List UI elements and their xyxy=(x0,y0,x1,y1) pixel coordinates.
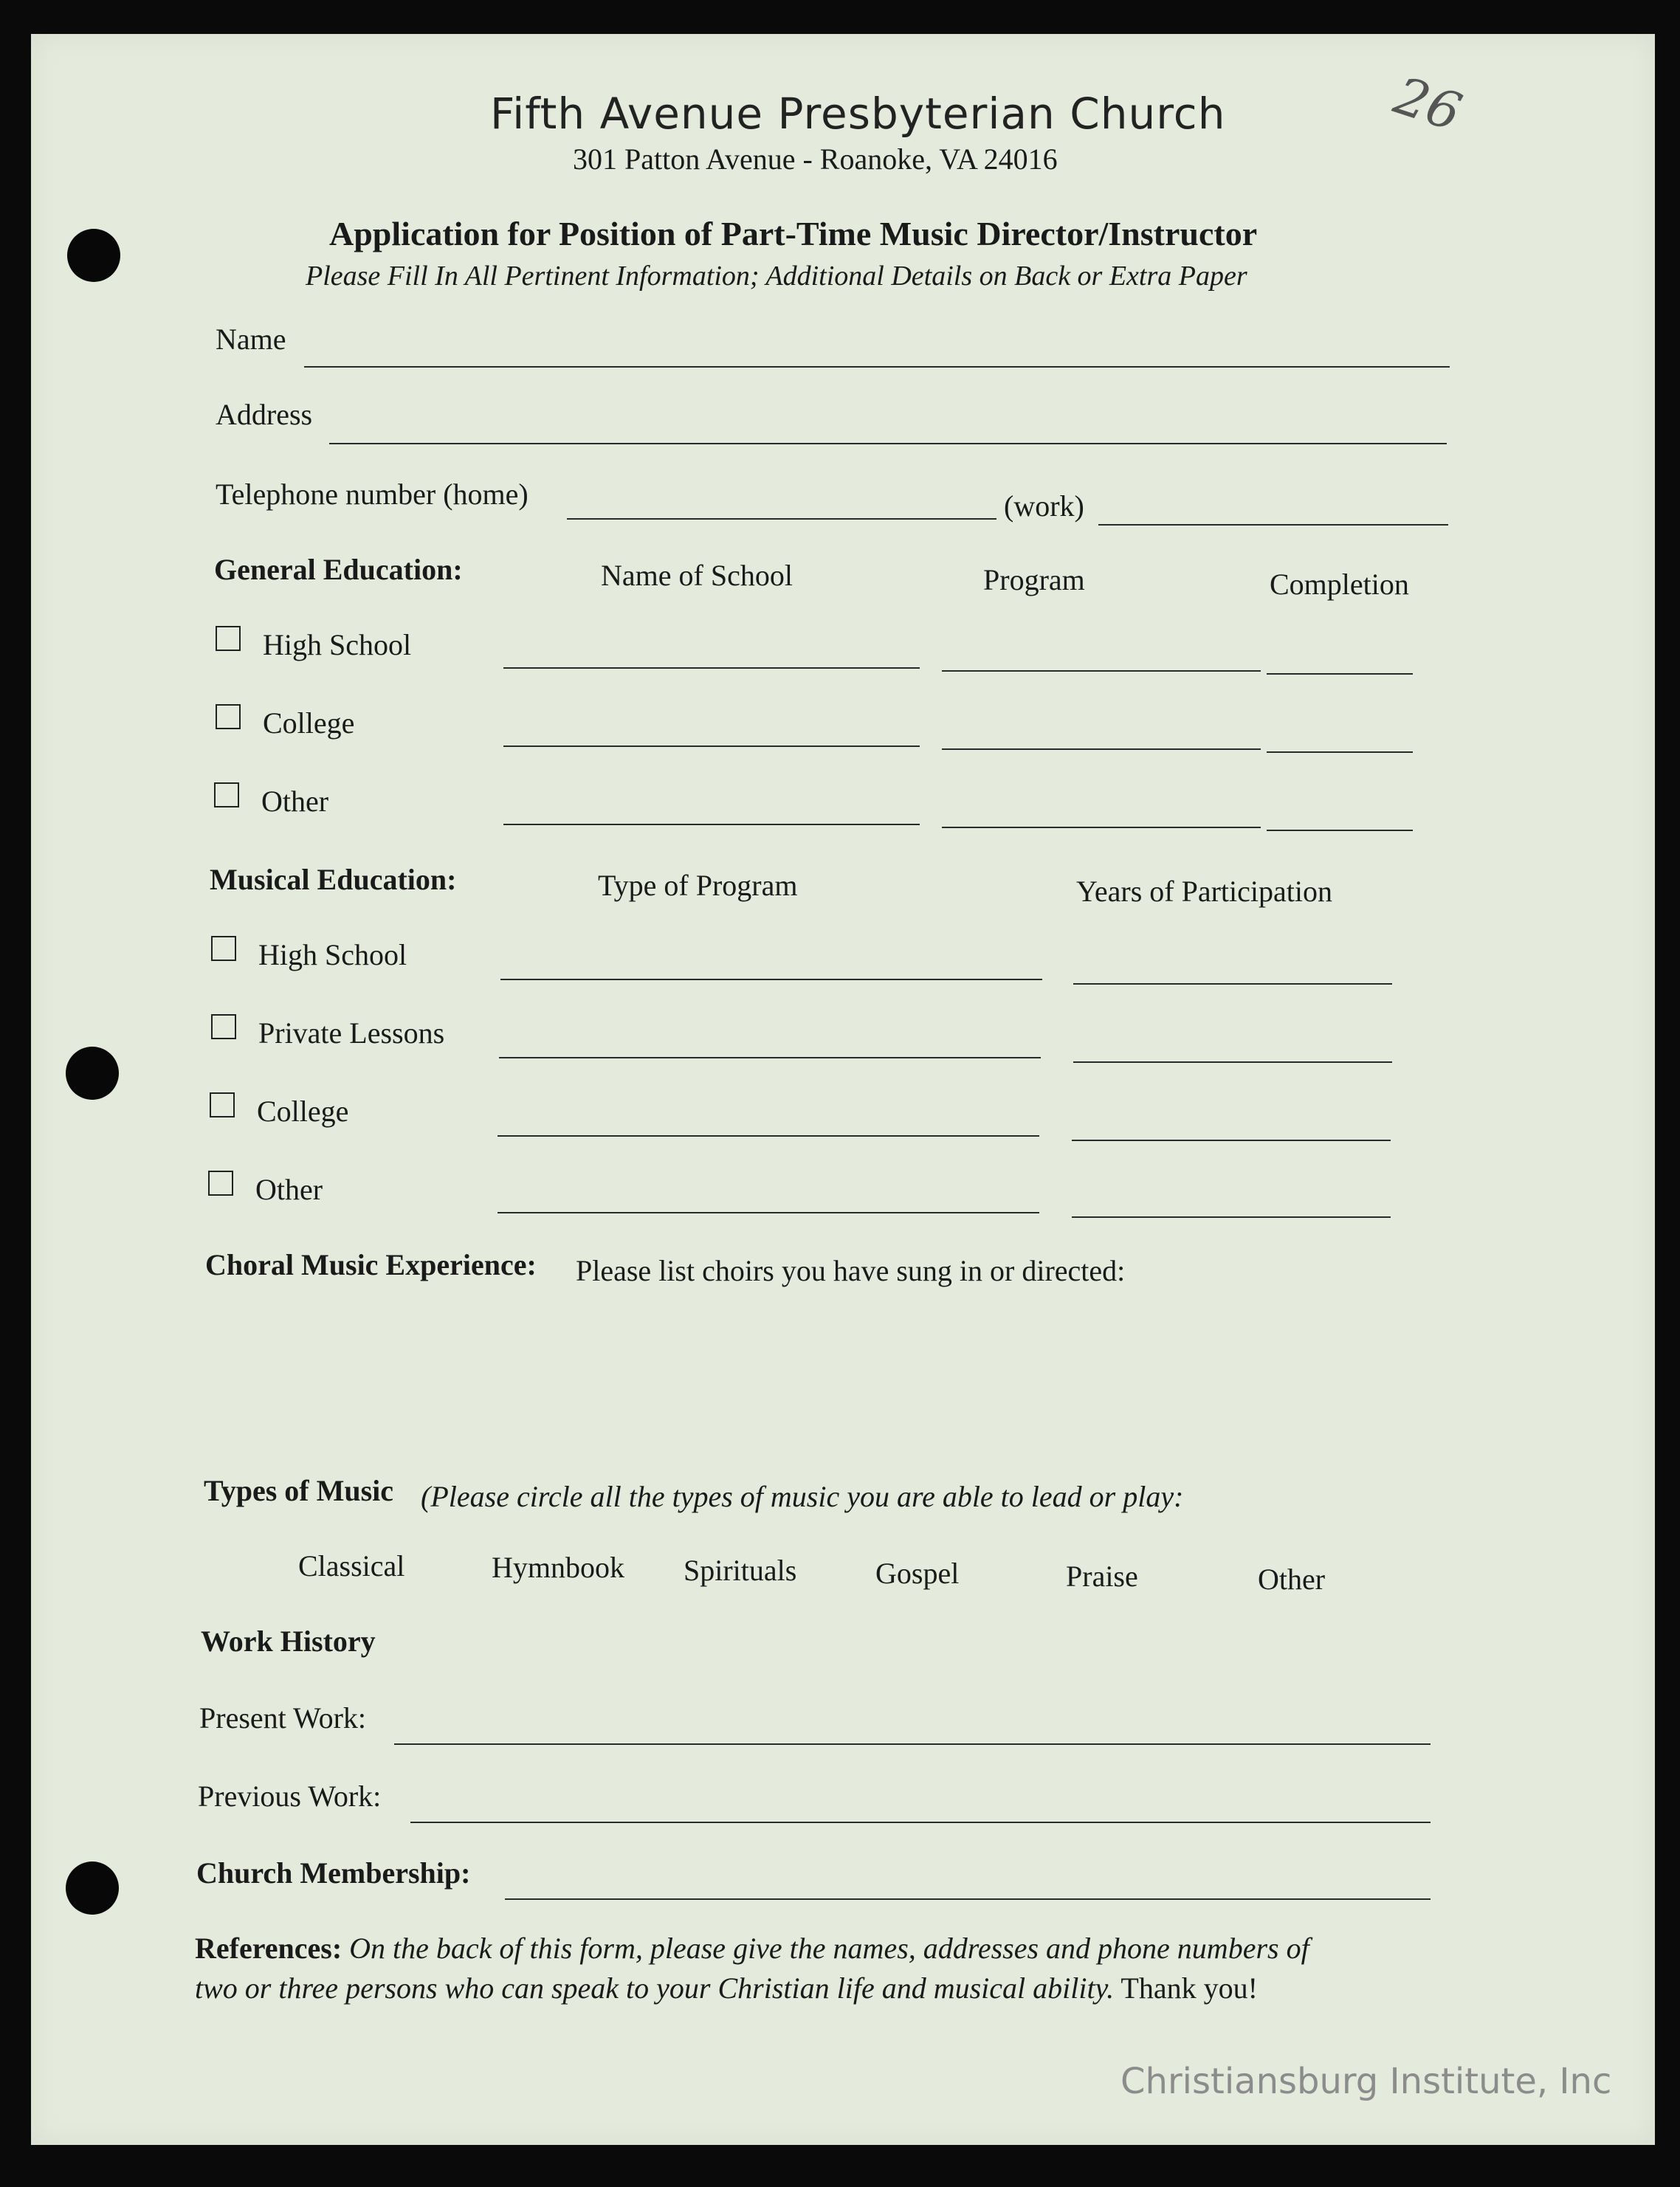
watermark: Christiansburg Institute, Inc xyxy=(1120,2061,1612,2102)
mus-ed-college-checkbox[interactable] xyxy=(210,1092,235,1117)
phone-home-field[interactable] xyxy=(567,518,996,520)
binder-hole-bottom xyxy=(66,1861,119,1915)
references-text-2: two or three persons who can speak to your Christian life and musical ability. xyxy=(195,1971,1115,2005)
gen-ed-other-label: Other xyxy=(261,785,329,818)
types-of-music-heading: Types of Music xyxy=(204,1474,394,1507)
present-work-label: Present Work: xyxy=(199,1701,367,1735)
mus-ed-private-lessons-years-field[interactable] xyxy=(1073,1061,1392,1063)
mus-ed-high-school-checkbox[interactable] xyxy=(211,936,236,961)
choral-experience-heading: Choral Music Experience: xyxy=(205,1248,537,1281)
music-option-gospel[interactable]: Gospel xyxy=(875,1557,960,1590)
gen-ed-other-checkbox[interactable] xyxy=(214,782,239,807)
column-name-of-school: Name of School xyxy=(601,559,793,592)
mus-ed-other-checkbox[interactable] xyxy=(208,1171,233,1196)
music-option-spirituals[interactable]: Spirituals xyxy=(684,1554,797,1587)
church-membership-label: Church Membership: xyxy=(196,1856,471,1890)
name-label: Name xyxy=(216,323,286,356)
gen-ed-college-school-field[interactable] xyxy=(503,745,920,747)
column-program: Program xyxy=(983,563,1085,596)
gen-ed-high-school-school-field[interactable] xyxy=(503,667,920,669)
form-title: Application for Position of Part-Time Music Director/Instructor xyxy=(329,215,1258,252)
musical-education-heading: Musical Education: xyxy=(210,863,457,896)
gen-ed-high-school-label: High School xyxy=(263,628,412,661)
gen-ed-other-school-field[interactable] xyxy=(503,824,920,825)
column-years-of-participation: Years of Participation xyxy=(1076,875,1332,908)
church-name: Fifth Avenue Presbyterian Church xyxy=(490,89,1226,139)
references-heading: References: xyxy=(195,1932,342,1965)
types-of-music-instruction: (Please circle all the types of music you are able to lead or play: xyxy=(421,1480,1184,1513)
references-text-1: On the back of this form, please give the names, addresses and phone numbers of xyxy=(349,1932,1309,1965)
church-address: 301 Patton Avenue - Roanoke, VA 24016 xyxy=(573,142,1058,176)
phone-work-field[interactable] xyxy=(1098,524,1448,526)
gen-ed-college-completion-field[interactable] xyxy=(1267,751,1413,753)
gen-ed-college-checkbox[interactable] xyxy=(216,704,241,729)
address-label: Address xyxy=(216,398,313,431)
mus-ed-private-lessons-label: Private Lessons xyxy=(258,1016,445,1050)
binder-hole-top xyxy=(67,229,120,282)
music-option-other[interactable]: Other xyxy=(1258,1563,1326,1596)
present-work-field[interactable] xyxy=(394,1743,1431,1745)
church-membership-field[interactable] xyxy=(505,1898,1431,1900)
mus-ed-other-program-field[interactable] xyxy=(498,1212,1039,1213)
mus-ed-private-lessons-checkbox[interactable] xyxy=(211,1014,236,1039)
phone-home-label: Telephone number (home) xyxy=(216,478,529,511)
choral-experience-prompt: Please list choirs you have sung in or directed: xyxy=(576,1254,1126,1287)
mus-ed-private-lessons-program-field[interactable] xyxy=(499,1057,1041,1058)
column-completion: Completion xyxy=(1270,568,1409,601)
music-option-classical[interactable]: Classical xyxy=(298,1549,405,1582)
gen-ed-other-completion-field[interactable] xyxy=(1267,830,1413,831)
work-history-heading: Work History xyxy=(201,1625,376,1658)
gen-ed-college-label: College xyxy=(263,706,355,740)
mus-ed-college-years-field[interactable] xyxy=(1072,1140,1391,1141)
mus-ed-high-school-program-field[interactable] xyxy=(500,979,1042,980)
mus-ed-high-school-label: High School xyxy=(258,938,407,971)
gen-ed-other-program-field[interactable] xyxy=(942,827,1261,828)
address-field[interactable] xyxy=(329,443,1447,444)
music-option-praise[interactable]: Praise xyxy=(1066,1560,1138,1593)
mus-ed-other-years-field[interactable] xyxy=(1072,1216,1391,1218)
gen-ed-high-school-program-field[interactable] xyxy=(942,670,1261,672)
references-thanks: Thank you! xyxy=(1120,1971,1258,2005)
previous-work-field[interactable] xyxy=(410,1822,1431,1823)
name-field[interactable] xyxy=(304,366,1450,368)
music-option-hymnbook[interactable]: Hymnbook xyxy=(492,1551,624,1584)
gen-ed-high-school-checkbox[interactable] xyxy=(216,626,241,651)
gen-ed-college-program-field[interactable] xyxy=(942,748,1261,750)
phone-work-label: (work) xyxy=(1004,489,1084,523)
choral-experience-field[interactable] xyxy=(205,1299,1445,1454)
references-line-1 xyxy=(195,1931,1309,1966)
references-line-2 xyxy=(195,1971,1258,2005)
handwritten-note: 26 xyxy=(1387,65,1469,143)
gen-ed-high-school-completion-field[interactable] xyxy=(1267,673,1413,675)
general-education-heading: General Education: xyxy=(214,553,463,586)
mus-ed-college-label: College xyxy=(257,1095,349,1128)
previous-work-label: Previous Work: xyxy=(198,1780,382,1813)
column-type-of-program: Type of Program xyxy=(598,869,798,902)
binder-hole-middle xyxy=(66,1047,119,1100)
form-subtitle: Please Fill In All Pertinent Information; Additional Details on Back or Extra Paper xyxy=(306,261,1247,292)
mus-ed-other-label: Other xyxy=(255,1173,323,1206)
mus-ed-college-program-field[interactable] xyxy=(498,1135,1039,1137)
mus-ed-high-school-years-field[interactable] xyxy=(1073,983,1392,985)
